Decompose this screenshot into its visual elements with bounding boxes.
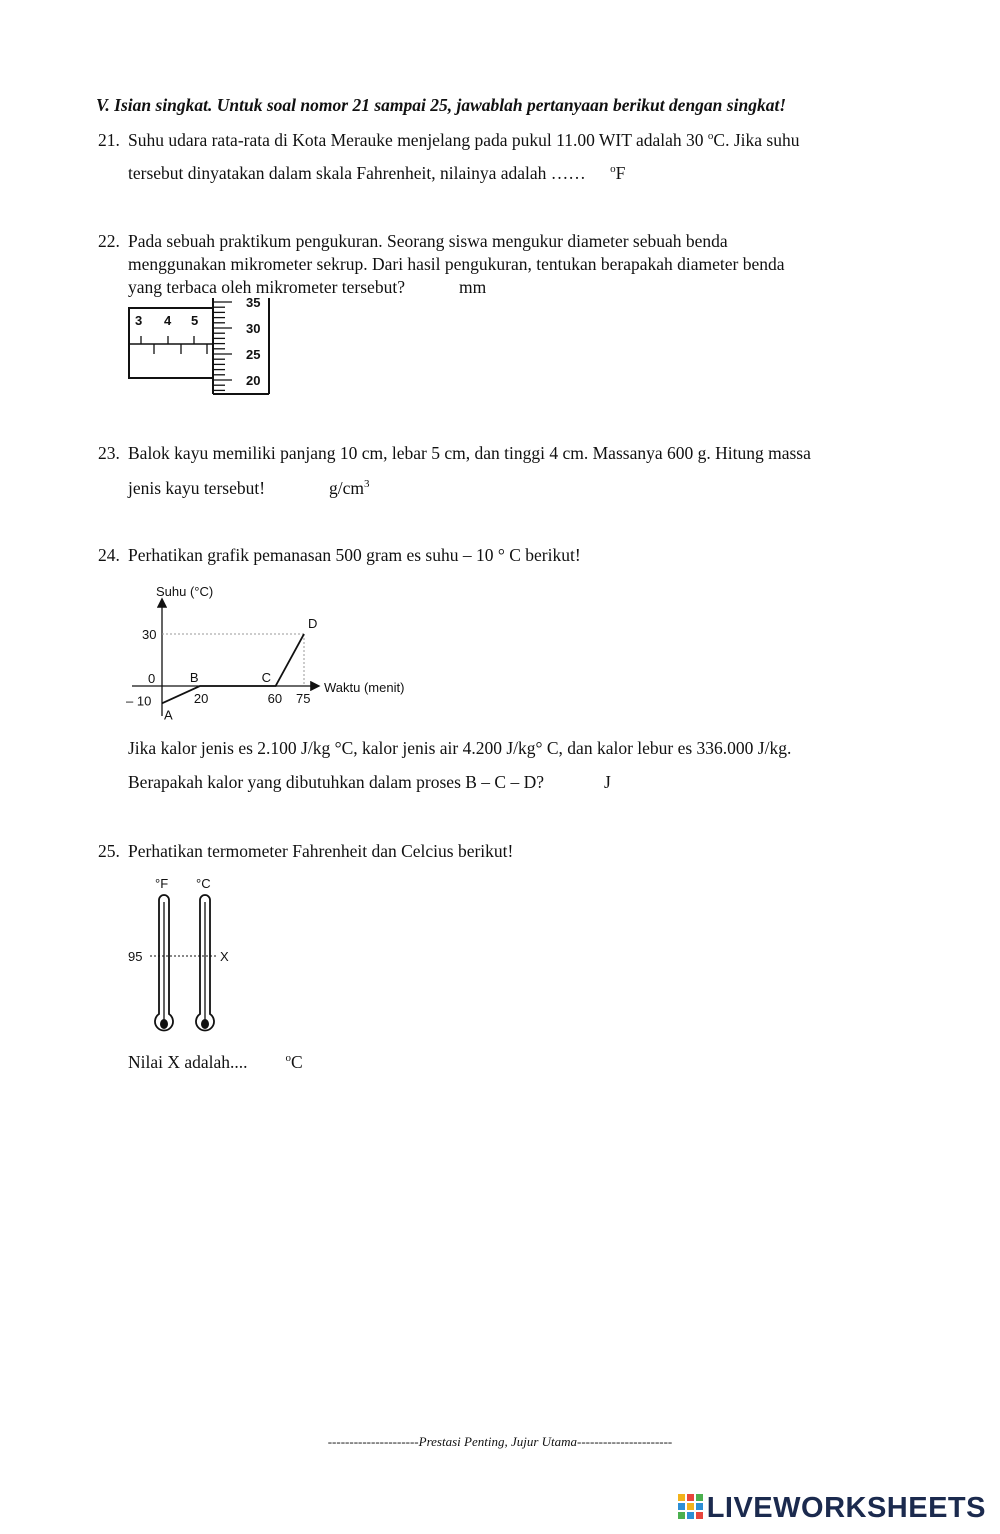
thimble-label-20: 20 (246, 373, 261, 388)
page-footer: ---------------------Prestasi Penting, Jujur Utama---------------------- (327, 1434, 673, 1449)
question-24-line1: 24. Perhatikan grafik pemanasan 500 gram es suhu – 10 ° C berikut! (98, 545, 581, 565)
question-24-line3: Berapakah kalor yang dibutuhkan dalam proses B – C – D? J (128, 772, 611, 792)
question-23-unit: g/cm (329, 478, 365, 498)
question-22-unit: mm (458, 277, 487, 297)
liveworksheets-logo-icon (678, 1494, 704, 1520)
graph-ytick-30: 30 (142, 627, 157, 642)
graph-point-a: A (164, 707, 173, 722)
question-24-number: 24. (98, 545, 120, 565)
liveworksheets-brand (678, 1492, 986, 1525)
main-scale-label-4: 4 (164, 313, 172, 328)
question-21-line1: 21. Suhu udara rata-rata di Kota Merauke menjelang pada pukul 11.00 WIT adalah 30 $^o$C. Jika suhu (98, 130, 800, 150)
main-scale-label-5: 5 (191, 313, 199, 328)
question-21-line2: tersebut dinyatakan dalam skala Fahrenheit, nilainya adalah …… $^o$F (128, 163, 626, 183)
question-21-unit: F (615, 163, 626, 183)
fahrenheit-label: °F (155, 876, 169, 891)
question-23-line1: 23. Balok kayu memiliki panjang 10 cm, lebar 5 cm, dan tinggi 4 cm. Massanya 600 g. Hitung massa (98, 443, 811, 463)
question-23-number: 23. (98, 443, 120, 463)
thimble-label-35: 35 (246, 296, 261, 310)
thimble-label-30: 30 (246, 321, 261, 336)
celsius-unknown-label: X (220, 949, 229, 964)
question-22-line2: menggunakan mikrometer sekrup. Dari hasil pengukuran, tentukan berapakah diameter benda (128, 254, 785, 274)
question-22-number: 22. (98, 231, 120, 251)
graph-point-b: B (189, 670, 199, 685)
celsius-thermometer (196, 895, 214, 1030)
micrometer-figure (124, 296, 276, 398)
question-22-line1: 22. Pada sebuah praktikum pengukuran. Seorang siswa mengukur diameter sebuah benda (98, 231, 728, 251)
fahrenheit-value-label: 95 (128, 949, 143, 964)
graph-xtick-20: 20 (193, 691, 209, 706)
question-21-number: 21. (98, 130, 120, 150)
graph-point-d: D (308, 616, 318, 631)
graph-xtick-75: 75 (296, 691, 311, 706)
question-25-unit: C (291, 1052, 303, 1072)
graph-ytick-minus-10: – 10 (126, 693, 152, 709)
question-24-unit: J (604, 772, 611, 792)
graph-point-c: C (261, 670, 271, 685)
question-24-line2: Jika kalor jenis es 2.100 J/kg °C, kalor jenis air 4.200 J/kg° C, dan kalor lebur es 336.000 J/kg. (128, 738, 792, 758)
graph-ylabel: Suhu (°C) (156, 584, 214, 599)
section-heading: V. Isian singkat. Untuk soal nomor 21 sampai 25, jawablah pertanyaan berikut dengan singkat! (96, 95, 787, 115)
celsius-label: °C (196, 876, 211, 891)
graph-xlabel: Waktu (menit) (324, 680, 405, 695)
question-25-line1: 25. Perhatikan termometer Fahrenheit dan Celcius berikut! (98, 841, 514, 861)
thimble-label-25: 25 (246, 347, 261, 362)
thermometers-figure (124, 874, 244, 1040)
question-25-line2: Nilai X adalah.... $^o$C (128, 1052, 303, 1072)
heating-graph (122, 578, 422, 722)
graph-ytick-0: 0 (148, 671, 156, 686)
brand-text: LIVEWORKSHEETS (706, 1492, 986, 1524)
question-23-line2: jenis kayu tersebut! $g/cm^3$ (128, 478, 370, 498)
graph-xtick-60: 60 (267, 691, 283, 706)
question-22-line3: yang terbaca oleh mikrometer tersebut? mm (128, 277, 487, 297)
question-25-number: 25. (98, 841, 120, 861)
main-scale-label-3: 3 (135, 313, 143, 328)
fahrenheit-thermometer (155, 895, 173, 1030)
graph-series-line (162, 634, 304, 703)
